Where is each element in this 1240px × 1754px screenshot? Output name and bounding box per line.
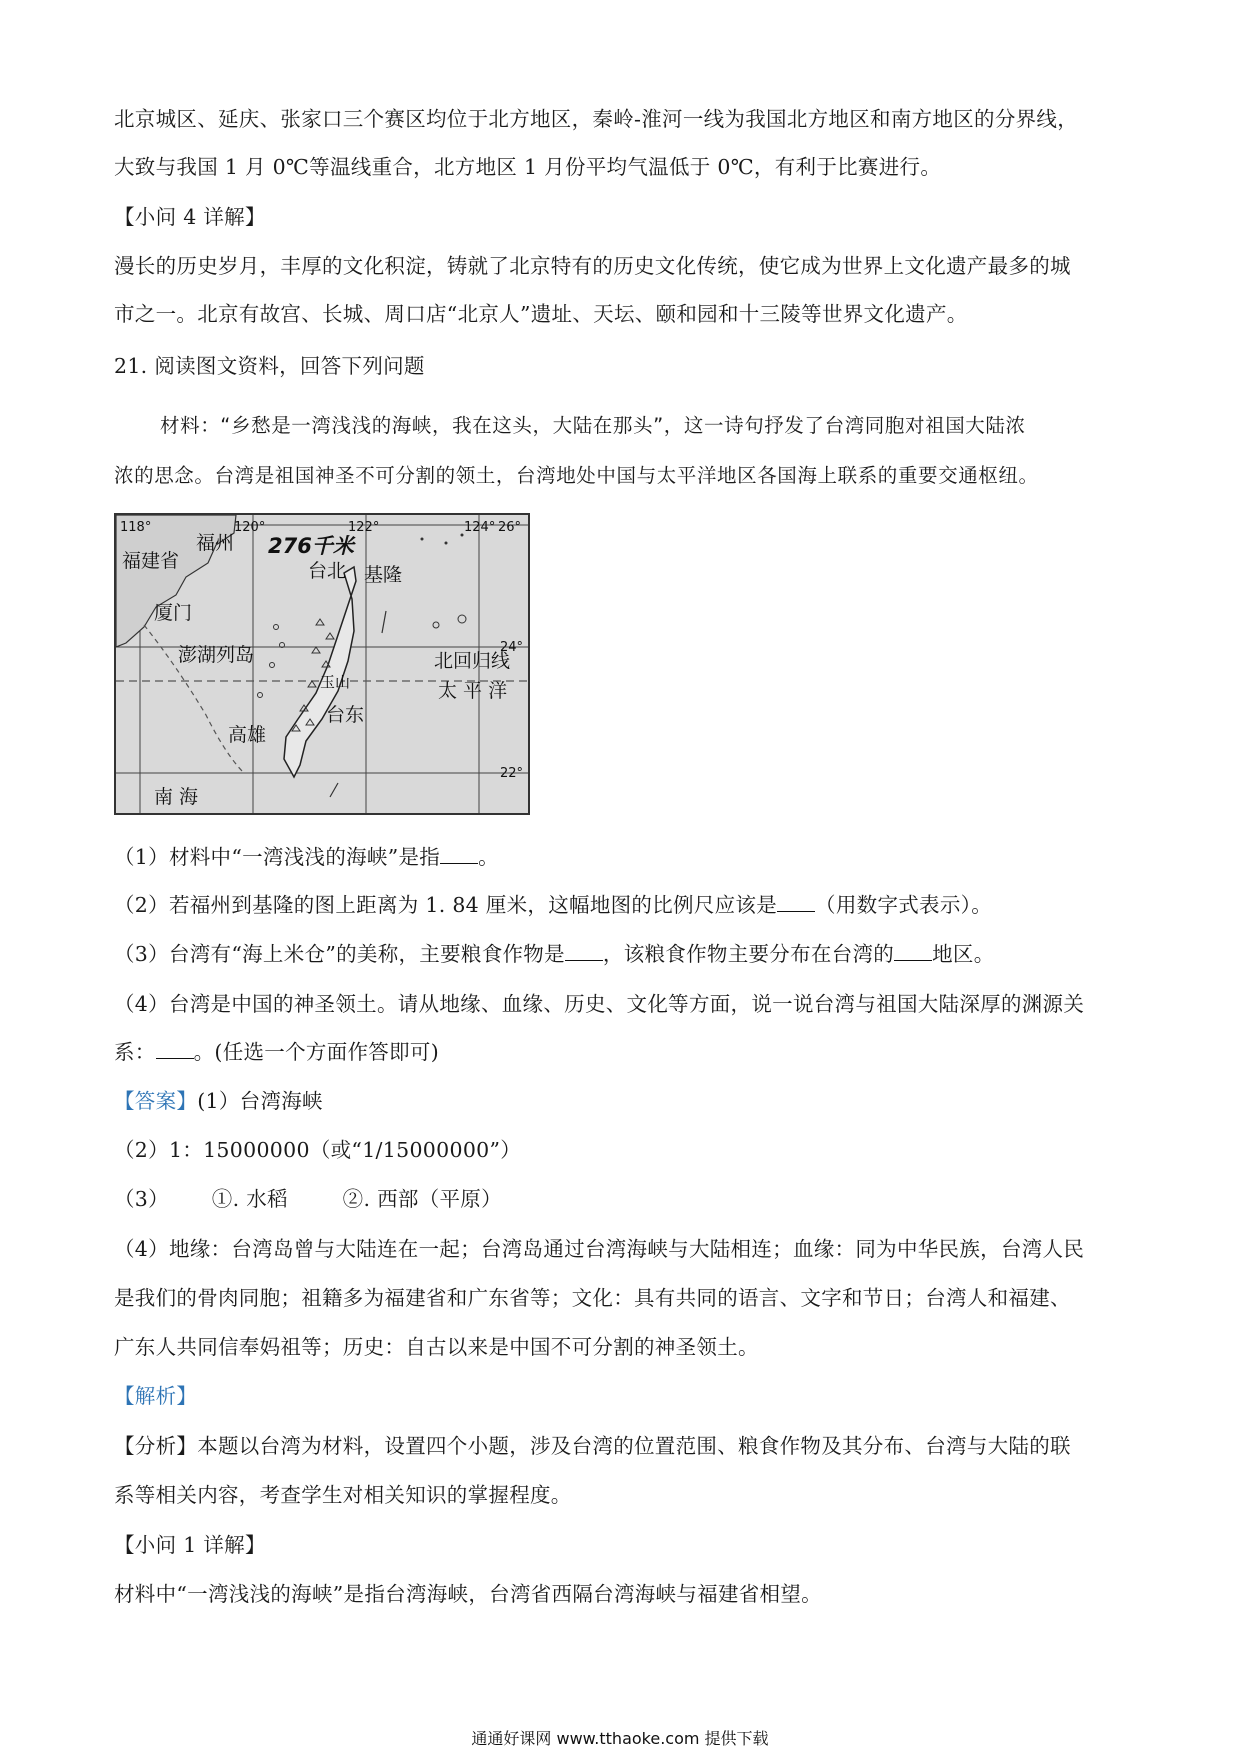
place-label: 北回归线 <box>434 650 511 672</box>
answer-line-4: （4）地缘：台湾岛曾与大陆连在一起；台湾岛通过台湾海峡与大陆相连；血缘：同为中华民族，台湾人民 <box>114 1237 1085 1261</box>
analysis-tag: 【解析】 <box>114 1384 198 1408</box>
answer-line-1: 【答案】(1）台湾海峡 <box>114 1089 323 1113</box>
question-header: 21. 阅读图文资料，回答下列问题 <box>114 354 425 378</box>
lon-label: 122° <box>348 520 380 535</box>
place-label: 福州 <box>196 532 235 554</box>
analysis-line: 材料中“一湾浅浅的海峡”是指台湾海峡，台湾省西隔台湾海峡与福建省相望。 <box>114 1582 822 1606</box>
place-label: 高雄 <box>228 724 267 746</box>
lon-label: 120° <box>234 520 266 535</box>
paragraph-line: 市之一。北京有故宫、长城、周口店“北京人”遗址、天坛、颐和园和十三陵等世界文化遗产。 <box>114 302 968 326</box>
answer-tag: 【答案】 <box>114 1089 198 1113</box>
analysis-line: 系等相关内容，考查学生对相关知识的掌握程度。 <box>114 1483 572 1507</box>
place-label: 台北 <box>308 560 347 582</box>
subquestion-3: （3）台湾有“海上米仓”的美称，主要粮食作物是 ，该粮食作物主要分布在台湾的 地区。 <box>114 942 995 966</box>
lon-label: 118° <box>120 520 152 535</box>
scale-label: 276千米 <box>268 534 354 558</box>
answer-line-4: 广东人共同信奉妈祖等；历史：自古以来是中国不可分割的神圣领土。 <box>114 1335 759 1359</box>
taiwan-map-svg <box>116 515 528 813</box>
answer-blank <box>777 910 815 912</box>
subquestion-1-title: 【小问 1 详解】 <box>114 1533 266 1557</box>
place-label: 福建省 <box>122 550 180 572</box>
place-label: 太 平 洋 <box>438 680 508 702</box>
place-label: 台东 <box>326 704 365 726</box>
analysis-line: 【分析】本题以台湾为材料，设置四个小题，涉及台湾的位置范围、粮食作物及其分布、台湾与大陆的联 <box>114 1434 1071 1458</box>
subquestion-1: （1）材料中“一湾浅浅的海峡”是指 。 <box>114 845 499 869</box>
answer-line-4: 是我们的骨肉同胞；祖籍多为福建省和广东省等；文化：具有共同的语言、文字和节日；台湾人和福建、 <box>114 1286 1071 1310</box>
lat-label: 22° <box>500 766 524 781</box>
answer-blank <box>565 959 603 961</box>
subquestion-4-line: 系： 。(任选一个方面作答即可) <box>114 1040 440 1064</box>
place-label: 澎湖列岛 <box>178 644 255 666</box>
lat-label: 24° <box>500 640 524 655</box>
place-label: 基隆 <box>364 564 403 586</box>
answer-line-2: （2）1：15000000（或“1/15000000”） <box>114 1138 522 1162</box>
answer-blank <box>156 1057 194 1059</box>
place-label: 厦门 <box>154 602 193 624</box>
material-line: 浓的思念。台湾是祖国神圣不可分割的领土，台湾地处中国与太平洋地区各国海上联系的重要交通枢纽。 <box>114 464 1039 487</box>
paragraph-line: 北京城区、延庆、张家口三个赛区均位于北方地区，秦岭-淮河一线为我国北方地区和南方地区的分界线， <box>114 107 1079 131</box>
subquestion-2: （2）若福州到基隆的图上距离为 1. 84 厘米，这幅地图的比例尺应该是 （用数字式表示）。 <box>114 893 992 917</box>
place-label: 玉山 <box>320 673 351 691</box>
place-label: 南 海 <box>154 786 199 808</box>
answer-blank <box>440 862 478 864</box>
paragraph-line: 漫长的历史岁月，丰厚的文化积淀，铸就了北京特有的历史文化传统，使它成为世界上文化遗产最多的城 <box>114 254 1071 278</box>
subquestion-4-title: 【小问 4 详解】 <box>114 205 266 229</box>
paragraph-line: 大致与我国 1 月 0℃等温线重合，北方地区 1 月份平均气温低于 0℃，有利于比赛进行。 <box>114 155 942 179</box>
answer-blank <box>894 959 932 961</box>
lon-label: 124° <box>464 520 496 535</box>
page-footer: 通通好课网 www.tthaoke.com 提供下载 <box>471 1729 769 1748</box>
subquestion-4-line: （4）台湾是中国的神圣领土。请从地缘、血缘、历史、文化等方面，说一说台湾与祖国大陆深厚的渊源关 <box>114 992 1085 1016</box>
answer-line-3: （3） ①. 水稻 ②. 西部（平原） <box>114 1187 502 1211</box>
lat-label: 26° <box>498 520 522 535</box>
taiwan-map <box>114 513 530 815</box>
material-line: 材料：“乡愁是一湾浅浅的海峡，我在这头，大陆在那头”，这一诗句抒发了台湾同胞对祖国大陆浓 <box>160 414 1026 437</box>
